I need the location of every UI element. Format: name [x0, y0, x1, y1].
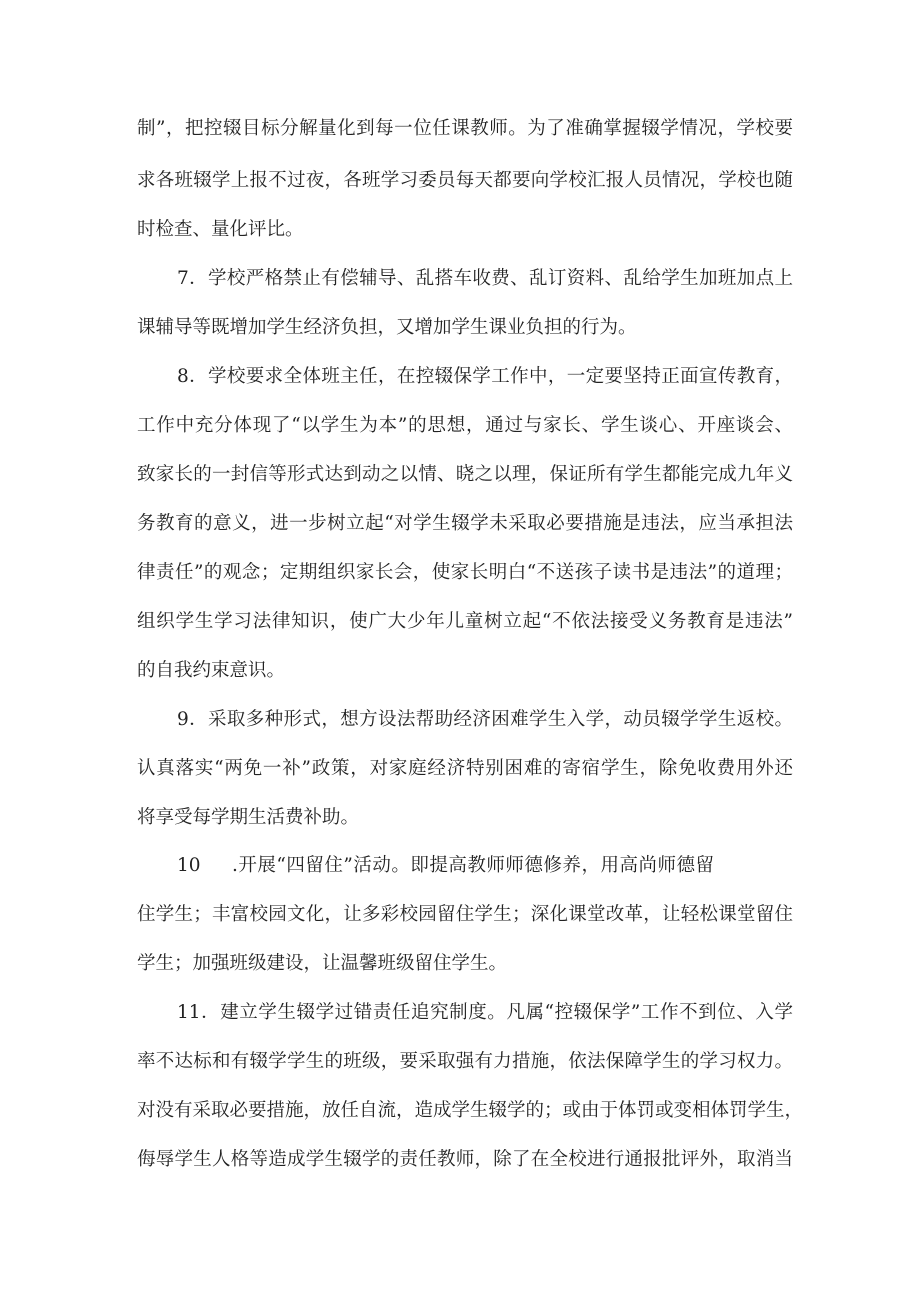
paragraph-line-item-8: 8．学校要求全体班主任，在控辍保学工作中，一定要坚持正面宣传教育，	[177, 366, 793, 387]
paragraph-line: 律责任”的观念；定期组织家长会，使家长明白“不送孩子读书是违法”的道理；	[137, 562, 793, 583]
item-number-10: 10	[177, 855, 201, 876]
paragraph-line: 将享受每学期生活费补助。	[137, 807, 360, 828]
paragraph-line: 率不达标和有辍学学生的班级，要采取强有力措施，依法保障学生的学习权力。	[137, 1051, 793, 1072]
paragraph-line: 组织学生学习法律知识，使广大少年儿童树立起“不依法接受义务教育是违法”	[137, 611, 793, 632]
paragraph-line: 的自我约束意识。	[137, 660, 286, 681]
paragraph-line: 时检查、量化评比。	[137, 219, 304, 240]
paragraph-line: 对没有采取必要措施，放任自流，造成学生辍学的；或由于体罚或变相体罚学生，	[137, 1100, 804, 1121]
paragraph-line: 课辅导等既增加学生经济负担，又增加学生课业负担的行为。	[137, 317, 637, 338]
paragraph-line-item-9: 9．采取多种形式，想方设法帮助经济困难学生入学，动员辍学学生返校。	[177, 709, 793, 730]
paragraph-line: 学生；加强班级建设，让温馨班级留住学生。	[137, 953, 508, 974]
paragraph-line: 致家长的一封信等形式达到动之以情、晓之以理，保证所有学生都能完成九年义	[137, 464, 793, 485]
paragraph-line-item-11: 11．建立学生辍学过错责任追究制度。凡属“控辍保学”工作不到位、入学	[177, 1002, 793, 1023]
paragraph-line: 侮辱学生人格等造成学生辍学的责任教师，除了在全校进行通报批评外，取消当	[137, 1149, 793, 1170]
paragraph-line: 认真落实“两免一补”政策，对家庭经济特别困难的寄宿学生，除免收费用外还	[137, 758, 793, 779]
paragraph-line: 制”，把控辍目标分解量化到每一位任课教师。为了准确掌握辍学情况，学校要	[137, 118, 793, 139]
paragraph-line-item-10: .开展“四留住”活动。即提高教师师德修养，用高尚师德留	[232, 855, 714, 876]
paragraph-line: 工作中充分体现了“以学生为本”的思想，通过与家长、学生谈心、开座谈会、	[137, 415, 793, 436]
paragraph-line-item-7: 7．学校严格禁止有偿辅导、乱搭车收费、乱订资料、乱给学生加班加点上	[177, 268, 793, 289]
paragraph-line: 住学生；丰富校园文化，让多彩校园留住学生；深化课堂改革，让轻松课堂留住	[137, 904, 793, 925]
paragraph-line: 求各班辍学上报不过夜，各班学习委员每天都要向学校汇报人员情况，学校也随	[137, 170, 793, 191]
paragraph-line: 务教育的意义，进一步树立起“对学生辍学未采取必要措施是违法，应当承担法	[137, 513, 793, 534]
